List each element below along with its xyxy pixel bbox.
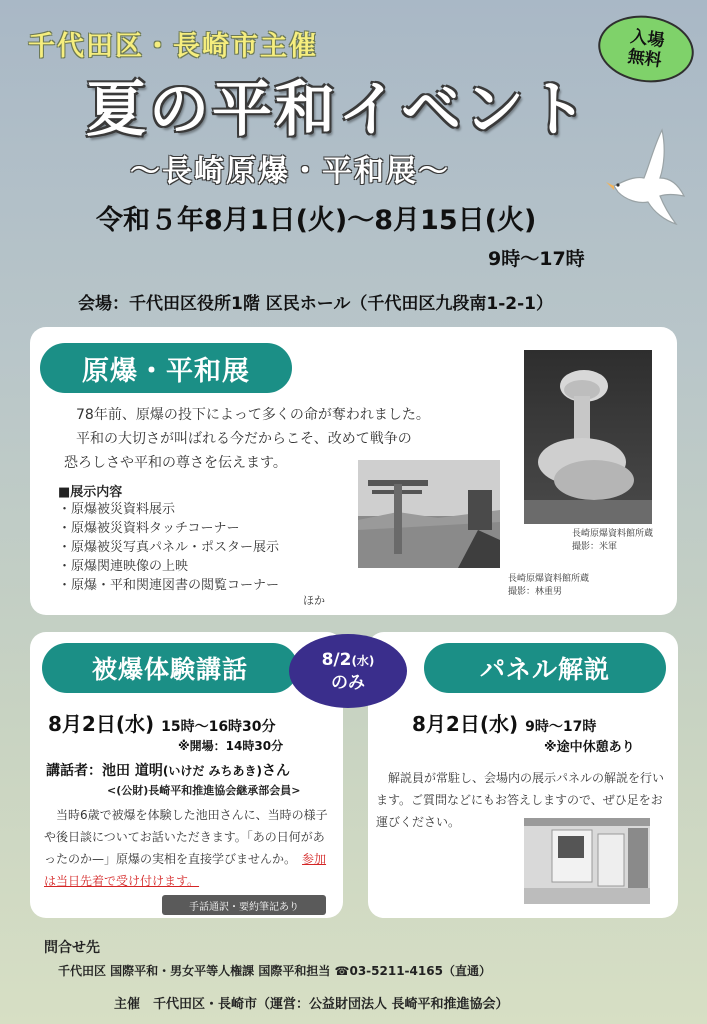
list-item: ・原爆関連映像の上映 bbox=[58, 559, 189, 574]
talk-heading: 被爆体験講話 bbox=[42, 643, 298, 693]
lead-line-1: 78年前、原爆の投下によって多くの命が奪われました。 bbox=[76, 407, 430, 423]
list-item: ・原爆被災資料タッチコーナー bbox=[58, 521, 240, 536]
photo1-caption bbox=[572, 528, 653, 554]
exhibit-list-heading: ■展示内容 bbox=[58, 485, 123, 500]
event-subtitle: 〜長崎原爆・平和展〜 bbox=[130, 154, 450, 189]
talk-notice: 参加は当日先着で受け付けます。 bbox=[44, 852, 327, 888]
talk-body-text: 当時6歳で被爆を体験した池田さんに、当時の様子や後日談についてお話いただきます。「あの日何があったのか—」原爆の実相を直接学びませんか。 bbox=[44, 808, 328, 866]
talk-speaker bbox=[46, 760, 290, 780]
photo2-caption-line2: 撮影：林重男 bbox=[508, 587, 563, 597]
lead-line-2: 平和の大切さが叫ばれる今だからこそ、改めて戦争の bbox=[76, 431, 412, 447]
panel-display-photo bbox=[524, 818, 650, 904]
dove-icon bbox=[604, 126, 686, 226]
panel-date-line bbox=[412, 708, 596, 737]
talk-date-line bbox=[48, 708, 276, 737]
talk-assist-label: 手話通訳・要約筆記あり bbox=[162, 895, 326, 915]
event-title: 夏の平和イベント bbox=[86, 75, 590, 145]
talk-date: 8月2日(水) bbox=[48, 712, 155, 736]
list-item: ・原爆・平和関連図書の閲覧コーナー bbox=[58, 578, 280, 593]
speaker-suffix: さん bbox=[262, 763, 291, 779]
badge-only: のみ bbox=[331, 672, 365, 693]
mushroom-cloud-photo bbox=[524, 350, 652, 524]
badge-date-line bbox=[322, 649, 375, 672]
exhibit-list bbox=[58, 500, 279, 595]
talk-body bbox=[44, 804, 334, 892]
free-badge-line2: 無料 bbox=[626, 46, 663, 72]
contact-line: 千代田区 国際平和・男女平等人権課 国際平和担当 ☎03-5211-4165（直通） bbox=[58, 964, 491, 978]
event-venue: 会場：千代田区役所1階 区民ホール（千代田区九段南1-2-1） bbox=[78, 294, 554, 314]
exhibit-etc: ほか bbox=[303, 594, 325, 607]
speaker-reading: (いけだ みちあき) bbox=[162, 764, 263, 778]
panel-date: 8月2日(水) bbox=[412, 712, 519, 736]
panel-time: 9時〜17時 bbox=[525, 719, 597, 735]
free-admission-badge bbox=[594, 10, 698, 89]
host-line: 主催 千代田区・長崎市（運営：公益財団法人 長崎平和推進協会） bbox=[114, 997, 509, 1012]
list-item: ・原爆被災資料展示 bbox=[58, 502, 176, 517]
event-date: 令和５年8月1日(火)〜8月15日(火) bbox=[96, 205, 537, 236]
free-badge-line1: 入場 bbox=[629, 26, 666, 52]
contact-heading: 問合せ先 bbox=[44, 940, 100, 956]
talk-time: 15時〜16時30分 bbox=[161, 719, 276, 735]
speaker-affiliation: <(公財)長崎平和推進協会継承部会員> bbox=[107, 784, 301, 797]
photo1-caption-line2: 撮影：米軍 bbox=[572, 542, 618, 552]
speaker-label: 講話者：池田 道明 bbox=[46, 763, 163, 779]
torii-ruins-photo bbox=[358, 460, 500, 568]
panel-break-note: ※途中休憩あり bbox=[544, 740, 635, 755]
talk-open-time: ※開場：14時30分 bbox=[178, 739, 284, 753]
badge-weekday: (水) bbox=[351, 653, 375, 668]
exhibit-heading: 原爆・平和展 bbox=[40, 343, 292, 393]
organizer-line: 千代田区・長崎市主催 bbox=[28, 31, 318, 62]
badge-date: 8/2 bbox=[321, 649, 352, 670]
event-time: 9時〜17時 bbox=[488, 248, 585, 270]
panel-body-text: 解説員が常駐し、会場内の展示パネルの解説を行います。ご質問などにもお答えしますので、ぜひ足をお運びください。 bbox=[376, 771, 665, 829]
panel-heading: パネル解説 bbox=[424, 643, 666, 693]
photo2-caption-line1: 長崎原爆資料館所蔵 bbox=[508, 574, 590, 584]
photo2-caption bbox=[508, 573, 589, 599]
photo1-caption-line1: 長崎原爆資料館所蔵 bbox=[572, 529, 654, 539]
lead-line-3: 恐ろしさや平和の尊さを伝えます。 bbox=[64, 455, 287, 471]
date-only-badge bbox=[289, 634, 407, 708]
list-item: ・原爆被災写真パネル・ポスター展示 bbox=[58, 540, 280, 555]
